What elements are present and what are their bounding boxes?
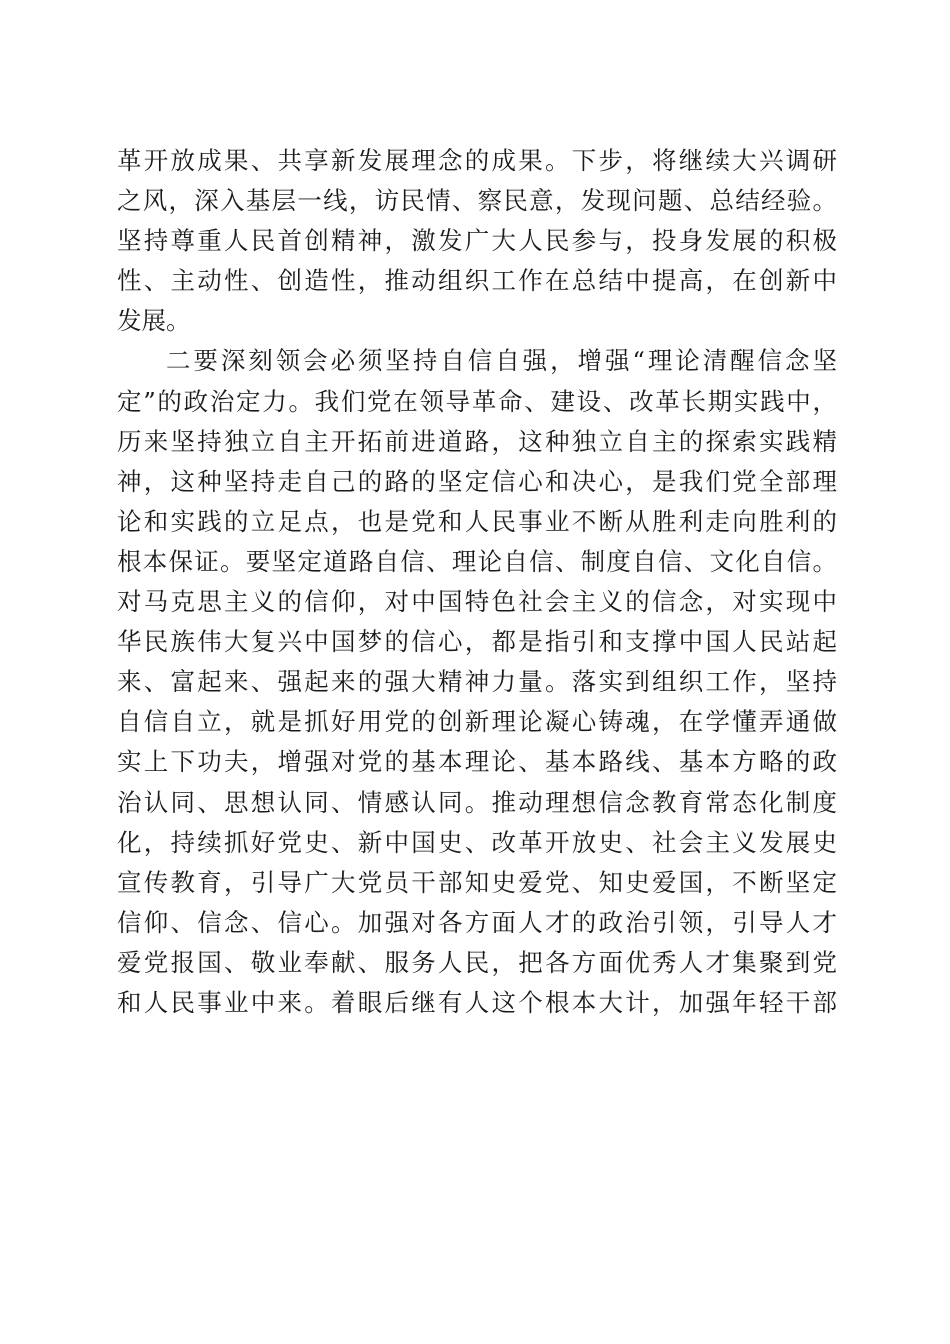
text-line: 爱党报国、敬业奉献、服务人民，把各方面优秀人才集聚到党 bbox=[117, 947, 837, 977]
text-line: 性、主动性、创造性，推动组织工作在总结中提高，在创新中 bbox=[117, 266, 837, 296]
text-line: 和人民事业中来。着眼后继有人这个根本大计，加强年轻干部 bbox=[117, 987, 837, 1017]
text-line: 定”的政治定力。我们党在领导革命、建设、改革长期实践中， bbox=[117, 386, 837, 416]
text-line: 革开放成果、共享新发展理念的成果。下步，将继续大兴调研 bbox=[117, 146, 837, 175]
text-line: 历来坚持独立自主开拓前进道路，这种独立自主的探索实践精 bbox=[117, 426, 837, 456]
text-line: 发展。 bbox=[117, 306, 191, 336]
paragraph-start-line: 二要深刻领会必须坚持自信自强，增强“理论清醒信念坚 bbox=[166, 346, 837, 376]
text-line: 信仰、信念、信心。加强对各方面人才的政治引领，引导人才 bbox=[117, 907, 837, 937]
text-line: 实上下功夫，增强对党的基本理论、基本路线、基本方略的政 bbox=[117, 747, 837, 777]
text-line: 自信自立，就是抓好用党的创新理论凝心铸魂，在学懂弄通做 bbox=[117, 707, 837, 737]
text-line: 对马克思主义的信仰，对中国特色社会主义的信念，对实现中 bbox=[117, 587, 837, 617]
text-line: 治认同、思想认同、情感认同。推动理想信念教育常态化制度 bbox=[117, 787, 837, 817]
text-line: 宣传教育，引导广大党员干部知史爱党、知史爱国，不断坚定 bbox=[117, 867, 837, 897]
body-text bbox=[117, 141, 837, 1023]
text-line: 来、富起来、强起来的强大精神力量。落实到组织工作，坚持 bbox=[117, 667, 837, 697]
text-line: 神，这种坚持走自己的路的坚定信心和决心，是我们党全部理 bbox=[117, 466, 837, 496]
text-line: 化，持续抓好党史、新中国史、改革开放史、社会主义发展史 bbox=[117, 827, 837, 857]
text-line: 之风，深入基层一线，访民情、察民意，发现问题、总结经验。 bbox=[117, 186, 837, 216]
text-line: 论和实践的立足点，也是党和人民事业不断从胜利走向胜利的 bbox=[117, 506, 837, 536]
text-line: 华民族伟大复兴中国梦的信心，都是指引和支撑中国人民站起 bbox=[117, 627, 837, 657]
text-line: 坚持尊重人民首创精神，激发广大人民参与，投身发展的积极 bbox=[117, 226, 837, 256]
text-line: 根本保证。要坚定道路自信、理论自信、制度自信、文化自信。 bbox=[117, 546, 837, 576]
